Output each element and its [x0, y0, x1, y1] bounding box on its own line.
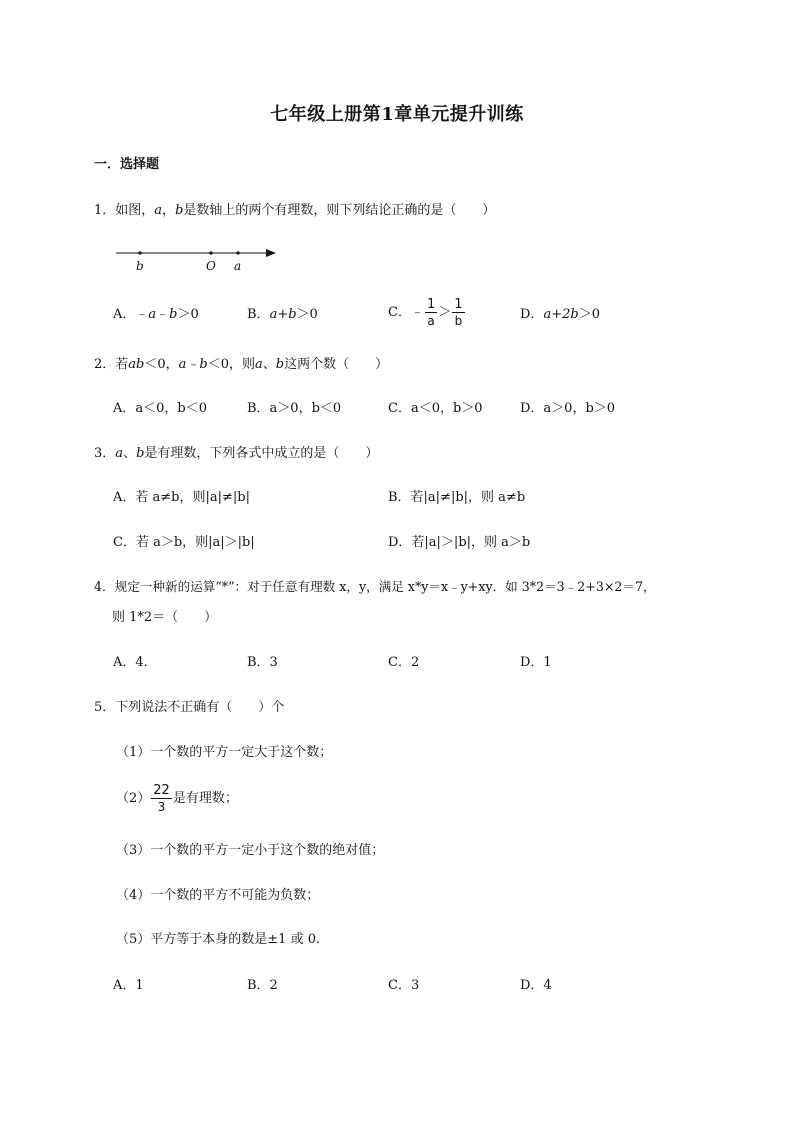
question-5-stem: 5．下列说法不正确有（ ）个: [94, 700, 285, 715]
q1-optB-suffix: ＞0: [296, 307, 318, 322]
q1-option-a[interactable]: [113, 308, 199, 321]
q3-option-b[interactable]: B．若|a|≠|b|，则 a≠b: [388, 490, 526, 505]
q3-var-b: b: [136, 446, 145, 461]
q1-optA-var-a: a: [148, 307, 157, 322]
q4-option-a[interactable]: A．4．: [113, 655, 157, 670]
q1-var-a: a: [154, 203, 163, 218]
point-origin: [209, 251, 212, 254]
q2-option-d[interactable]: D．a＞0，b＞0: [520, 401, 616, 416]
label-origin: O: [206, 259, 216, 273]
q5-statement-5: （5）平方等于本身的数是±1 或 0．: [116, 932, 329, 947]
fraction-denominator: b: [454, 314, 463, 328]
q5-statement-4: （4）一个数的平方不可能为负数；: [116, 888, 320, 903]
question-4-stem-line-2: 则 1*2＝（ ）: [112, 610, 218, 625]
q1-optC-fraction-1: [425, 298, 437, 327]
number-line-svg: [110, 244, 290, 278]
q2-sep: 、: [262, 357, 276, 372]
page-title: 七年级上册第1章单元提升训练: [270, 104, 524, 125]
q3-option-c[interactable]: C．若 a＞b，则|a|＞|b|: [113, 535, 255, 550]
q3-var-a: a: [115, 446, 124, 461]
fraction-denominator: a: [427, 314, 435, 328]
q1-optD-prefix: D．: [520, 307, 544, 322]
q2-stem-post: 这两个数（ ）: [284, 357, 389, 372]
q2-var-a: a: [255, 357, 263, 372]
q2-var-b: b: [275, 357, 285, 372]
q5-option-c[interactable]: C．3: [388, 978, 420, 993]
q2-expr-a-minus-b: a﹣b: [178, 357, 208, 372]
q2-expr-ab: ab: [128, 357, 145, 372]
q1-optA-minus: ﹣: [156, 307, 170, 322]
q1-optD-expr: a+2b: [543, 307, 579, 322]
label-b: b: [136, 259, 144, 273]
fraction-numerator: 22: [153, 783, 170, 798]
point-b: [138, 251, 141, 254]
q2-mid-1: ＜0，: [144, 357, 179, 372]
q5-s2-suffix: 是有理数；: [172, 791, 238, 806]
question-3-stem: [94, 447, 378, 460]
question-2-stem: [94, 358, 388, 371]
q5-statement-2: [116, 784, 238, 813]
q1-optD-suffix: ＞0: [578, 307, 600, 322]
section-heading: 一．选择题: [94, 157, 160, 172]
q1-option-d[interactable]: [520, 308, 600, 321]
q1-stem-post: 是数轴上的两个有理数，则下列结论正确的是（ ）: [183, 203, 496, 218]
q5-option-a[interactable]: A．1: [113, 978, 144, 993]
q4-option-d[interactable]: D．1: [520, 655, 552, 670]
q3-stem-pre: 3．: [94, 446, 116, 461]
fraction-denominator: 3: [157, 800, 166, 814]
q3-stem-post: 是有理数，下列各式中成立的是（ ）: [144, 446, 379, 461]
q2-option-c[interactable]: C．a＜0，b＞0: [388, 401, 483, 416]
q1-optA-suffix: ＞0: [177, 307, 199, 322]
question-1-stem: [94, 204, 495, 217]
q2-stem-pre: 2．若: [94, 357, 129, 372]
q1-optC-prefix: C．﹣: [388, 305, 424, 320]
q5-option-d[interactable]: D．4: [520, 978, 552, 993]
q1-option-b[interactable]: [247, 308, 318, 321]
q4-option-b[interactable]: B．3: [247, 655, 278, 670]
q1-option-c[interactable]: [388, 298, 466, 327]
q1-comma: ，: [162, 203, 176, 218]
number-line-figure: [110, 244, 290, 282]
q1-optC-fraction-2: [452, 298, 464, 327]
q1-optB-expr: a+b: [269, 307, 297, 322]
fraction-numerator: 1: [454, 297, 463, 312]
q5-s2-fraction: [151, 784, 172, 813]
q2-mid-2: ＜0，则: [207, 357, 255, 372]
q5-statement-3: （3）一个数的平方一定小于这个数的绝对值；: [116, 843, 385, 858]
question-4-stem-line-1: 4．规定一种新的运算“*”：对于任意有理数 x，y，满足 x*y＝x﹣y+xy．如 3*2＝3﹣2+3×2＝7，: [94, 579, 656, 594]
point-a: [236, 251, 239, 254]
q3-sep: 、: [123, 446, 137, 461]
arrow-right-icon: [266, 249, 276, 257]
q1-optC-gt: ＞: [438, 305, 452, 320]
q1-optB-prefix: B．: [247, 307, 270, 322]
q2-option-a[interactable]: A．a＜0，b＜0: [113, 401, 208, 416]
q2-option-b[interactable]: B．a＞0，b＜0: [247, 401, 342, 416]
q1-stem-pre: 1．如图，: [94, 203, 155, 218]
q3-option-a[interactable]: A．若 a≠b，则|a|≠|b|: [113, 490, 250, 505]
fraction-numerator: 1: [426, 297, 436, 312]
q5-s2-prefix: （2）: [116, 791, 151, 806]
label-a: a: [234, 259, 242, 273]
q5-option-b[interactable]: B．2: [247, 978, 278, 993]
q1-var-b: b: [175, 203, 184, 218]
q5-statement-1: （1）一个数的平方一定大于这个数；: [116, 745, 333, 760]
q3-option-d[interactable]: D．若|a|＞|b|，则 a＞b: [388, 535, 531, 550]
q4-option-c[interactable]: C．2: [388, 655, 420, 670]
q1-optA-var-b: b: [169, 307, 178, 322]
q1-optA-prefix: A．﹣: [113, 307, 149, 322]
